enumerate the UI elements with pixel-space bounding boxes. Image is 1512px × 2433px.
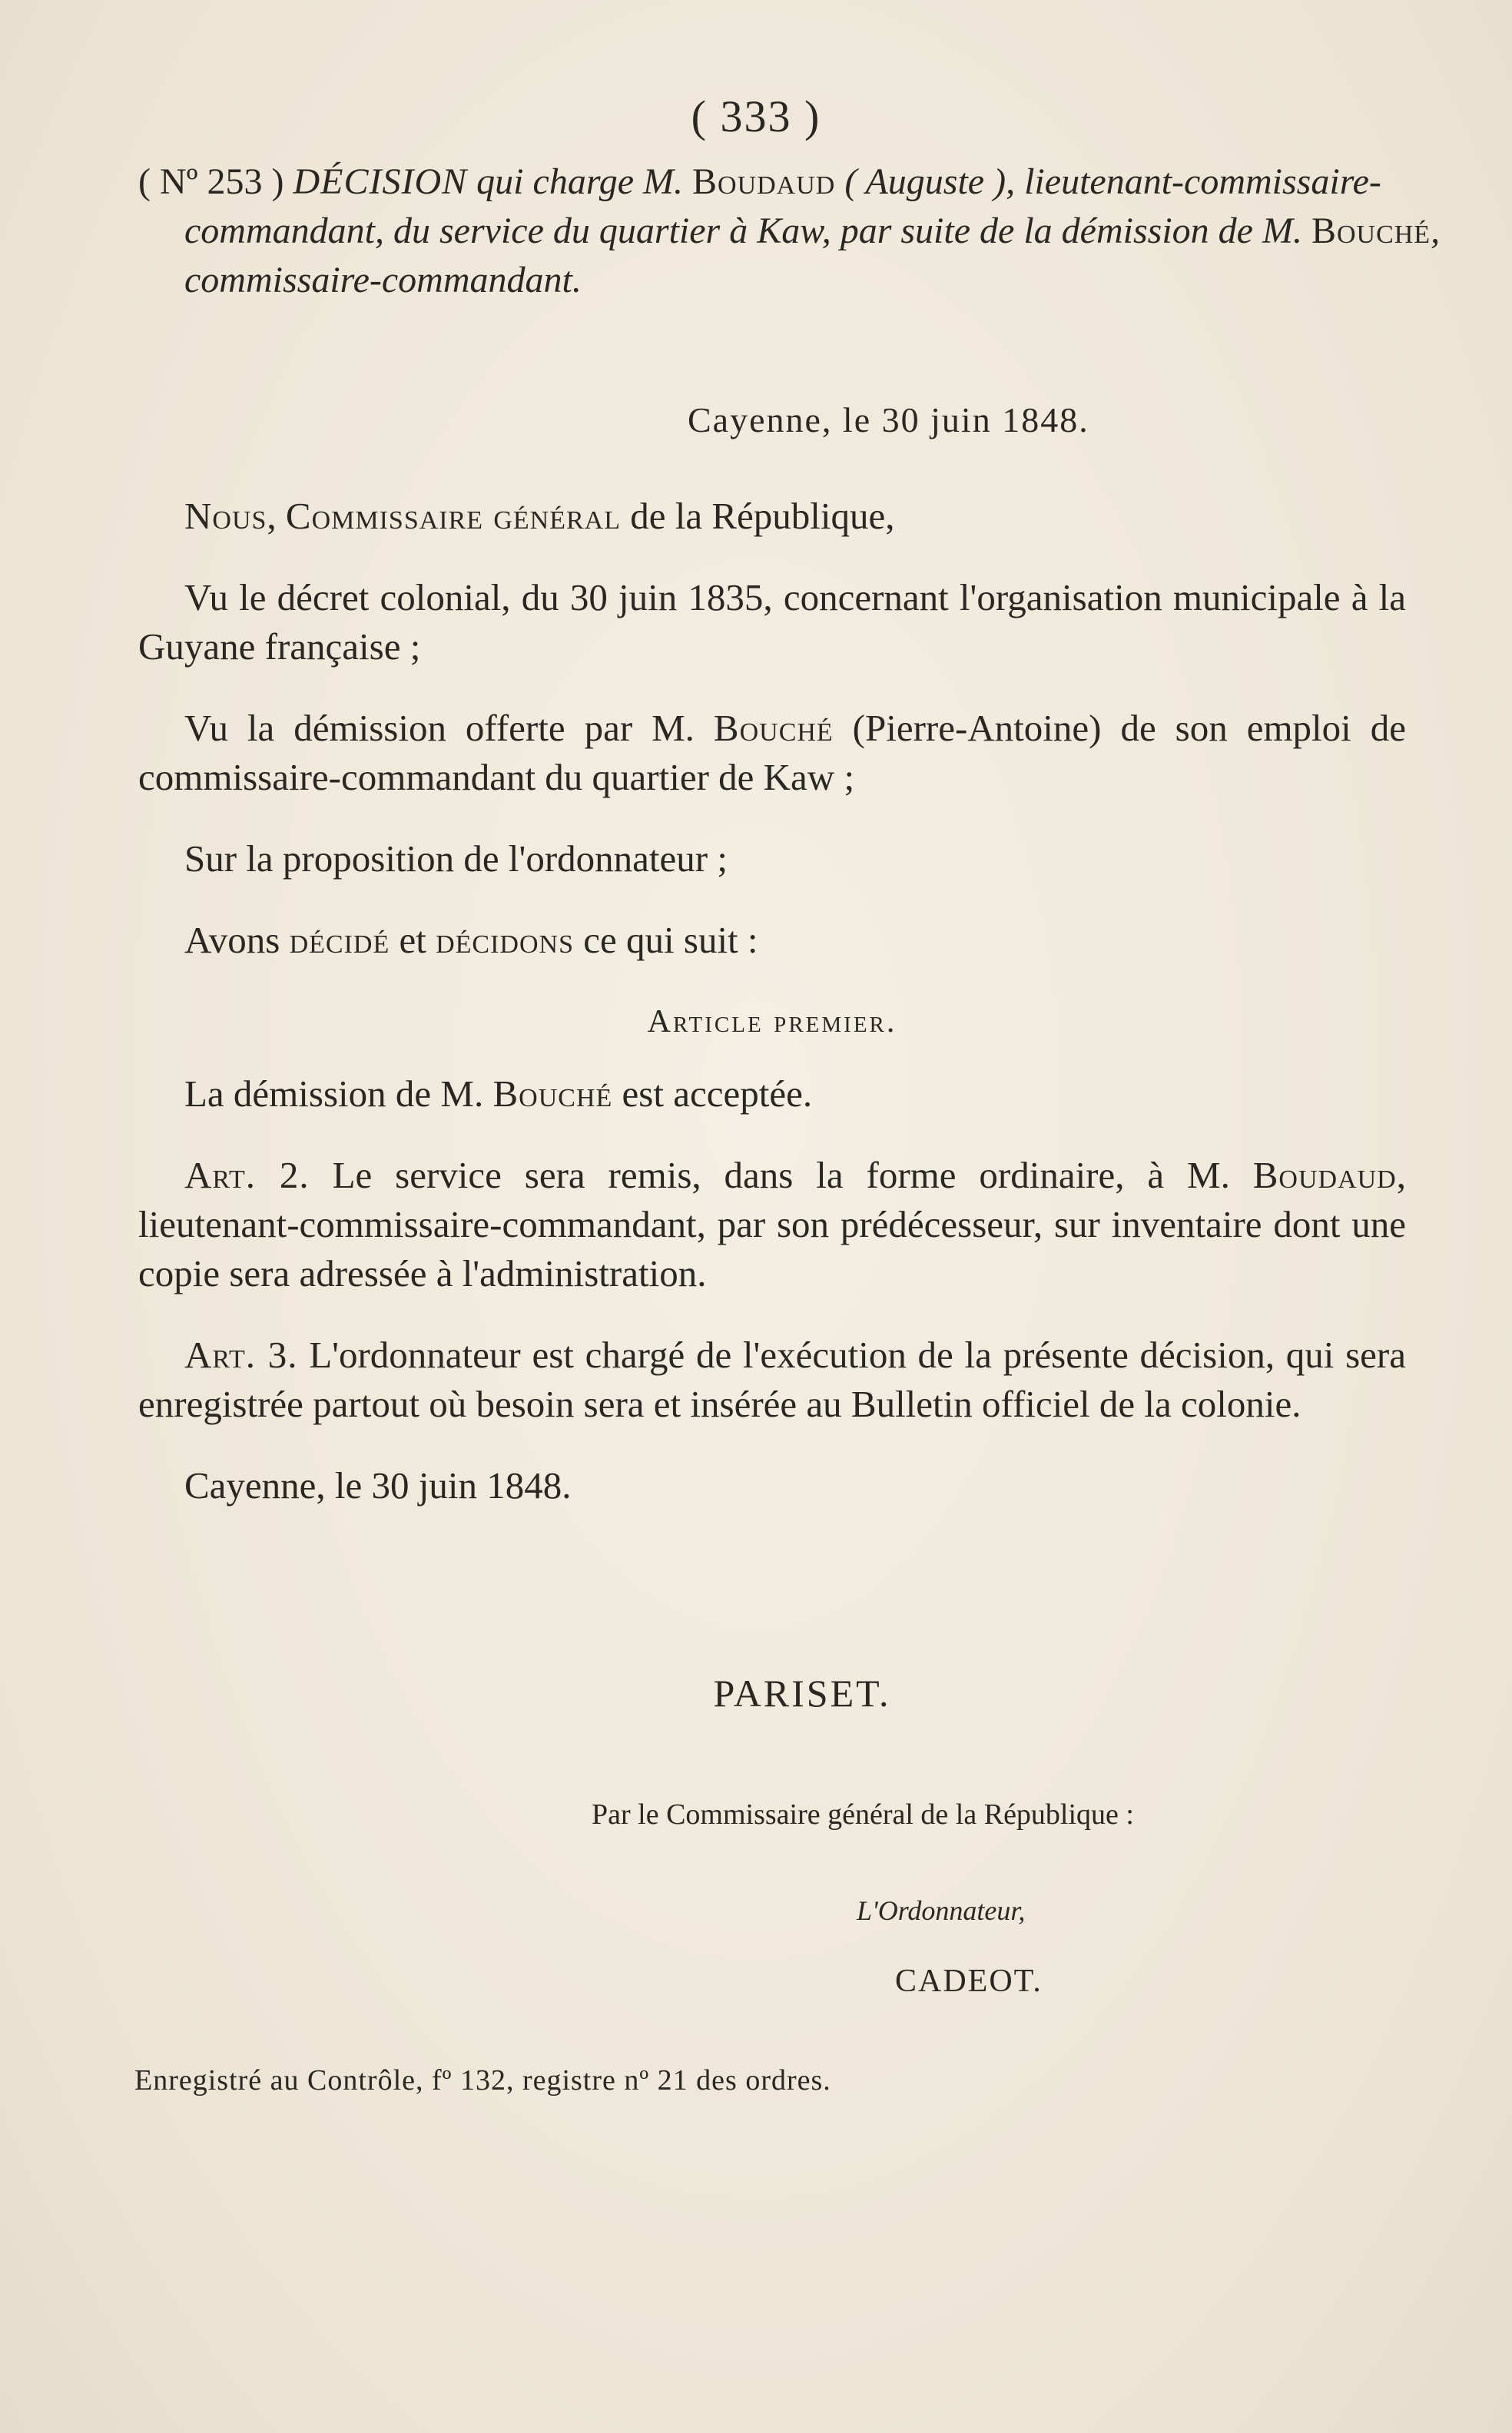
nous-sep: , [267, 495, 286, 537]
art1-text-2: est acceptée. [612, 1072, 813, 1115]
closing-date: Cayenne, le 30 juin 1848. [184, 1464, 572, 1507]
decision-heading [138, 157, 1452, 305]
signature-cadeot: CADEOT. [895, 1964, 1043, 1999]
art2-text-1: Le service sera remis, dans la forme ordinaire, à M. [309, 1154, 1253, 1196]
art2-name: Boudaud [1252, 1154, 1397, 1196]
nous-title: Commissaire général [285, 495, 621, 537]
avons-1: Avons [184, 919, 290, 961]
heading-name-1: Boudaud [692, 161, 836, 202]
decision-body [138, 492, 1406, 1543]
art2-text-2: , lieutenant-commissaire-commandant, par son prédécesseur, sur inventaire dont une copie sera adressée à l'administration. [138, 1154, 1406, 1294]
registration-note: Enregistré au Contrôle, fº 132, registre nº 21 des ordres. [134, 2064, 831, 2097]
heading-text-3: , commissaire-commandant. [184, 210, 1441, 300]
paragraph-sur-proposition: Sur la proposition de l'ordonnateur ; [184, 837, 728, 880]
nous-word: Nous [184, 495, 267, 537]
nous-rest: de la République, [620, 495, 895, 537]
article-3 [138, 1331, 1406, 1429]
avons-5: ce qui suit : [574, 919, 758, 961]
paragraph-vu-decret: Vu le décret colonial, du 30 juin 1835, concernant l'organisation municipale à la Guyane française ; [138, 576, 1406, 668]
art3-text: L'ordonnateur est chargé de l'exécution de la présente décision, qui sera enregistrée partout où besoin sera et insérée au Bulletin officiel de la colonie. [138, 1334, 1406, 1425]
decision-number: ( Nº 253 ) [138, 161, 284, 202]
vu-dem-1: Vu la démission offerte par M. [184, 707, 714, 749]
art1-text-1: La démission de M. [184, 1072, 493, 1115]
article-premier-title: Article premier. [647, 1004, 897, 1039]
paragraph-vu-demission [138, 704, 1406, 802]
vu-dem-name: Bouché [713, 707, 834, 749]
heading-text-2: ( Auguste ), lieutenant-commissaire-commandant, du service du quartier à Kaw, par suite de la démission de M. [184, 161, 1381, 251]
art1-name: Bouché [492, 1072, 613, 1115]
paragraph-avons [138, 916, 1406, 965]
vu-dem-3: (Pierre-Antoine) de son emploi de commissaire-commandant du quartier de Kaw ; [138, 707, 1406, 798]
paragraph-nous [138, 492, 1406, 541]
signature-pariset: PARISET. [713, 1672, 891, 1715]
avons-3: et [390, 919, 436, 961]
art3-label: Art. 3. [184, 1334, 298, 1376]
heading-text-1: qui charge M. [467, 161, 692, 202]
dateline: Cayenne, le 30 juin 1848. [688, 400, 1089, 439]
ordonnateur-label: L'Ordonnateur, [857, 1895, 1026, 1926]
art2-label: Art. 2. [184, 1154, 310, 1196]
heading-name-2: Bouché [1311, 210, 1431, 251]
avons-decide: décidé [289, 919, 390, 961]
avons-decidons: décidons [436, 919, 575, 961]
decision-title: DÉCISION [293, 161, 468, 202]
article-premier-text [138, 1069, 1406, 1119]
article-2 [138, 1151, 1406, 1298]
par-le-commissaire: Par le Commissaire général de la République : [592, 1798, 1134, 1831]
page-number: ( 333 ) [691, 91, 821, 141]
